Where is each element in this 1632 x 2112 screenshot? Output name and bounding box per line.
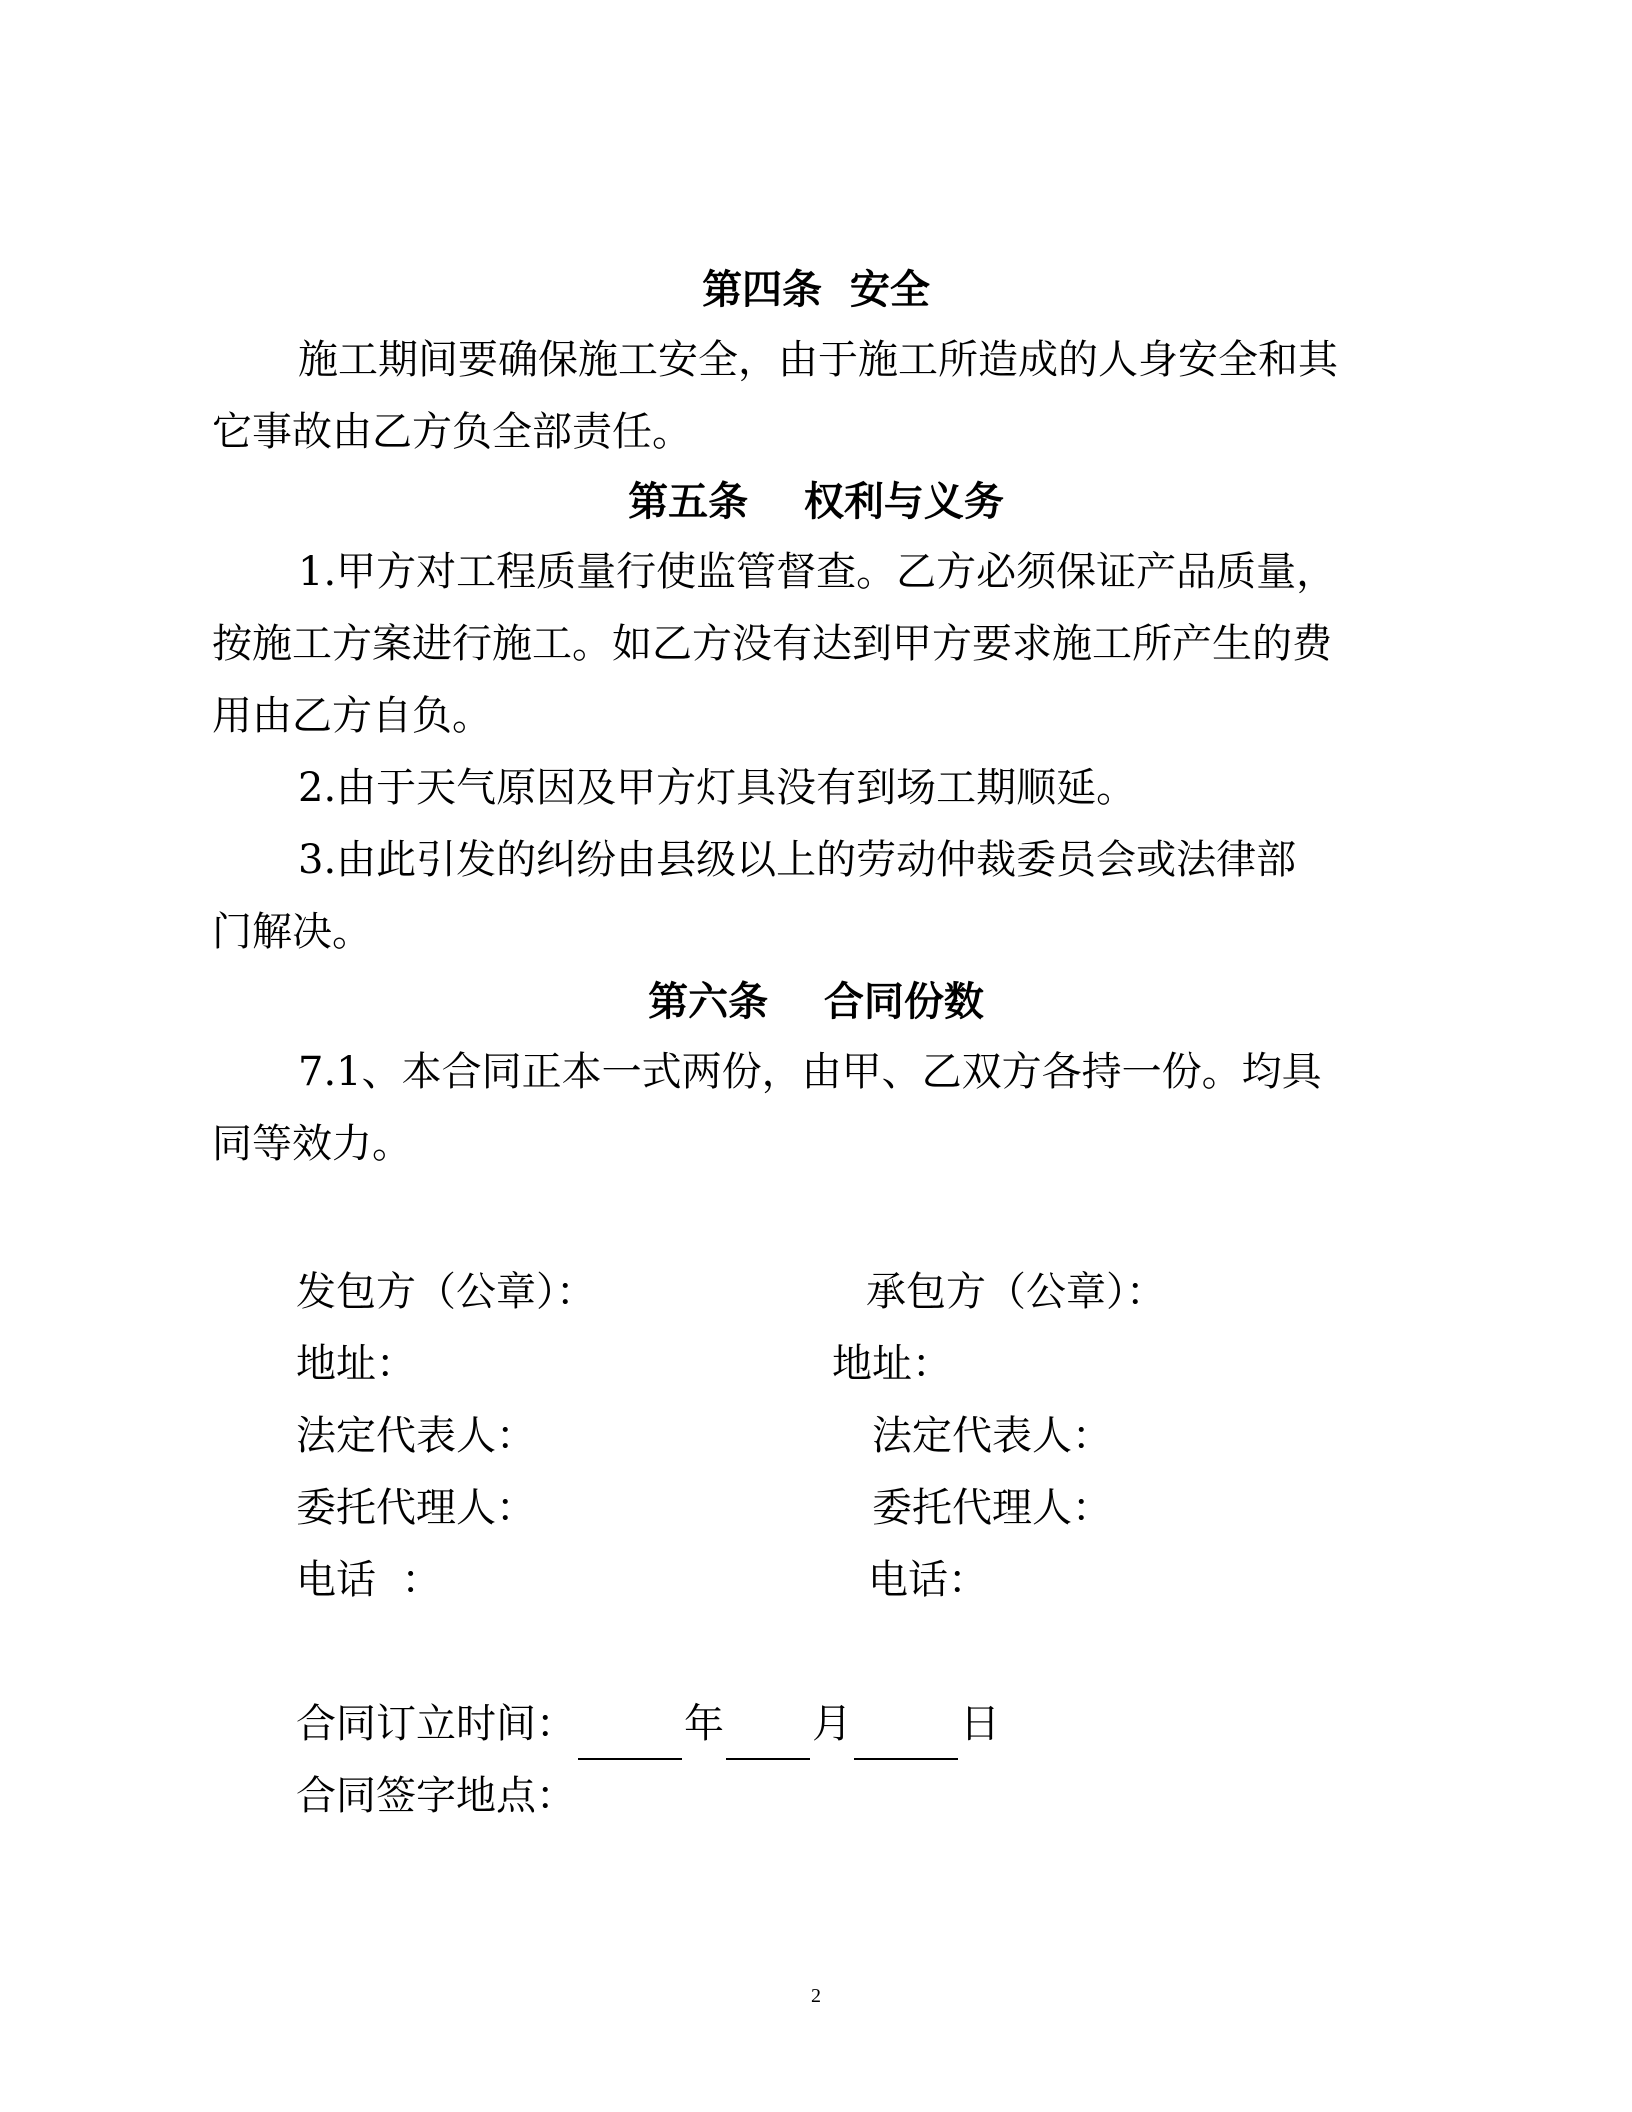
- year-blank: [578, 1708, 682, 1760]
- article-4-text-line-2: 它事故由乙方负全部责任。: [212, 409, 692, 455]
- employer-address-label: 地址：: [296, 1341, 416, 1387]
- article-5-item-1-line-3: 用由乙方自负。: [212, 693, 492, 739]
- day-label: 日: [960, 1701, 1000, 1747]
- article-5-item-1-line-2: 按施工方案进行施工。如乙方没有达到甲方要求施工所产生的费: [212, 621, 1332, 667]
- article-5-item-1-line-1: 1.甲方对工程质量行使监管督查。乙方必须保证产品质量，: [298, 549, 1337, 595]
- contract-place-label: 合同签字地点：: [296, 1773, 576, 1819]
- article-6-text-line-2: 同等效力。: [212, 1121, 412, 1167]
- employer-seal-label: 发包方（公章）：: [296, 1269, 596, 1315]
- article-5-item-3-line-2: 门解决。: [212, 909, 372, 955]
- employer-agent-label: 委托代理人：: [296, 1485, 536, 1531]
- article-5-title: 第五条 权利与义务: [628, 478, 1004, 525]
- contractor-phone-label: 电话：: [868, 1557, 988, 1603]
- day-blank: [854, 1708, 958, 1760]
- month-label: 月: [812, 1701, 852, 1747]
- month-blank: [726, 1708, 810, 1760]
- contract-date-label: 合同订立时间：: [296, 1701, 576, 1747]
- contractor-address-label: 地址：: [832, 1341, 952, 1387]
- employer-legal-rep-label: 法定代表人：: [296, 1413, 536, 1459]
- employer-phone-label: 电话 ：: [296, 1557, 442, 1603]
- contractor-legal-rep-label: 法定代表人：: [872, 1413, 1112, 1459]
- contract-date-line: [296, 1688, 1000, 1760]
- article-6-text-line-1: 7.1、本合同正本一式两份，由甲、乙双方各持一份。均具: [298, 1049, 1322, 1095]
- article-5-item-2: 2.由于天气原因及甲方灯具没有到场工期顺延。: [298, 765, 1137, 811]
- contractor-seal-label: 承包方（公章）：: [866, 1269, 1166, 1315]
- article-6-title: 第六条 合同份数: [648, 978, 984, 1025]
- article-5-item-3-line-1: 3.由此引发的纠纷由县级以上的劳动仲裁委员会或法律部: [298, 837, 1297, 883]
- page-number: 2: [811, 1985, 821, 2007]
- article-4-text-line-1: 施工期间要确保施工安全，由于施工所造成的人身安全和其: [298, 337, 1338, 383]
- contractor-agent-label: 委托代理人：: [872, 1485, 1112, 1531]
- year-label: 年: [684, 1701, 724, 1747]
- article-4-title: 第四条 安全: [702, 266, 930, 313]
